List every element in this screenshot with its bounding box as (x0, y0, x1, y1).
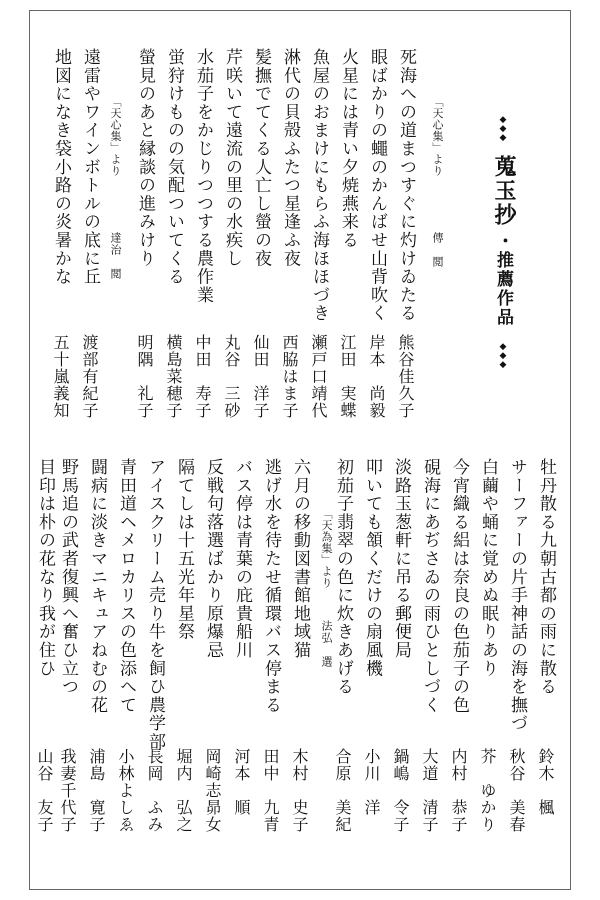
haiku-text: 眼ばかりの蠅のかんばせ山背吹く (367, 48, 387, 323)
haiku-author: 木村 史子 (290, 748, 309, 833)
section-source: 「天心集」より (431, 96, 444, 177)
haiku-author: 河本 順 (232, 748, 251, 816)
haiku-text: 遠雷やワインボトルの底に丘 (80, 48, 100, 286)
haiku-text: 闘病に淡きマニキュアねむの花 (87, 458, 107, 715)
haiku-author: 明隅 礼子 (135, 334, 154, 419)
section-selector: 法弘 選 (320, 620, 333, 668)
haiku-text: 魚屋のおまけにもらふ海ほほづき (309, 48, 329, 323)
haiku-text: 逃げ水を待たせ循環バス停まる (261, 458, 281, 715)
haiku-text: 硯海にあぢさゐの雨ひとしづく (420, 458, 440, 715)
haiku-text: 地図になき袋小路の炎暑かな (51, 48, 71, 286)
haiku-text: 淡路玉葱軒に吊る郵便局 (391, 458, 411, 660)
section-selector: 傳 閲 (431, 232, 444, 268)
haiku-author: 田中 九青 (261, 748, 280, 833)
haiku-author: 大道 清子 (420, 748, 439, 833)
haiku-author: 長岡 ふみ (145, 748, 164, 833)
haiku-text: 目印は朴の花なり我が住ひ (35, 458, 55, 678)
section-source: 「天為集」より (320, 508, 333, 589)
haiku-author: 鍋嶋 令子 (391, 748, 410, 833)
haiku-author: 丸谷 三砂 (222, 334, 241, 419)
haiku-author: 小林よしゑ (116, 748, 135, 833)
haiku-author: 五十嵐義知 (51, 334, 70, 419)
haiku-author: 岡崎志昴女 (203, 748, 222, 833)
page-subtitle: ・推薦作品 (493, 232, 513, 328)
haiku-author: 浦島 寛子 (87, 748, 106, 833)
haiku-text: 水茄子をかじりつつする農作業 (193, 48, 213, 305)
haiku-text: 牡丹散る九朝古都の雨に散る (536, 458, 556, 696)
ornament-bottom: ◆◆◆ (498, 342, 508, 370)
haiku-text: 火星には青い夕焼燕来る (338, 48, 358, 250)
haiku-author: 瀬戸口靖代 (309, 334, 328, 419)
haiku-text: 青田道ヘメロカリスの色添へて (116, 458, 136, 715)
haiku-text: アイスクリーム売り牛を飼ひ農学部 (145, 458, 165, 751)
haiku-author: 江田 実蝶 (338, 334, 357, 419)
haiku-author: 合原 美紀 (333, 748, 352, 833)
haiku-text: 髪撫でてくる人亡し螢の夜 (251, 48, 271, 268)
haiku-text: 六月の移動図書館地域猫 (290, 458, 310, 660)
haiku-author: 中田 寿子 (193, 334, 212, 419)
title-block (492, 115, 514, 369)
haiku-text: 芹咲いて遠流の里の水疾し (222, 48, 242, 268)
haiku-author: 堀内 弘之 (174, 748, 193, 833)
haiku-author: 内村 恭子 (449, 748, 468, 833)
ornament-top: ◆◆◆ (498, 115, 508, 142)
haiku-author: 渡部有紀子 (80, 334, 99, 419)
haiku-text: 白繭や蛹に覚めぬ眠りあり (478, 458, 498, 678)
section-selector: 達治 閲 (109, 232, 122, 280)
haiku-author: 西脇はま子 (280, 334, 299, 419)
haiku-author: 岸本 尚毅 (367, 334, 386, 419)
haiku-text: 淋代の貝殻ふたつ星逢ふ夜 (280, 48, 300, 268)
haiku-text: 反戦句落選ばかり原爆忌 (203, 458, 223, 660)
haiku-author: 仙田 洋子 (251, 334, 270, 419)
section-source: 「天心集」より (109, 96, 122, 177)
haiku-author: 熊谷佳久子 (396, 334, 415, 419)
haiku-author: 横島菜穂子 (164, 334, 183, 419)
haiku-text: 蛍狩けものの気配ついてくる (164, 48, 184, 286)
haiku-author: 秋谷 美春 (507, 748, 526, 833)
haiku-author: 我妻千代子 (58, 748, 77, 833)
haiku-text: 初茄子翡翠の色に炊きあげる (333, 458, 353, 696)
haiku-text: 今宵織る絽は奈良の色茄子の色 (449, 458, 469, 715)
haiku-text: 叩いても頷くだけの扇風機 (362, 458, 382, 678)
haiku-author: 小川 洋 (362, 748, 381, 816)
haiku-author: 芥 ゆかり (478, 748, 497, 833)
haiku-author: 鈴木 楓 (536, 748, 555, 816)
haiku-text: バス停は青葉の庇貴船川 (232, 458, 252, 660)
haiku-text: 螢見のあと縁談の進みけり (135, 48, 155, 268)
page-title: 蒐玉抄 (491, 155, 516, 228)
haiku-text: 死海への道まつすぐに灼けゐたる (396, 48, 416, 323)
haiku-author: 山谷 友子 (35, 748, 54, 833)
haiku-text: サーファーの片手神話の海を撫づ (507, 458, 527, 733)
haiku-text: 野馬追の武者復興へ奮ひ立つ (58, 458, 78, 696)
haiku-text: 隔てしは十五光年星祭 (174, 458, 194, 641)
